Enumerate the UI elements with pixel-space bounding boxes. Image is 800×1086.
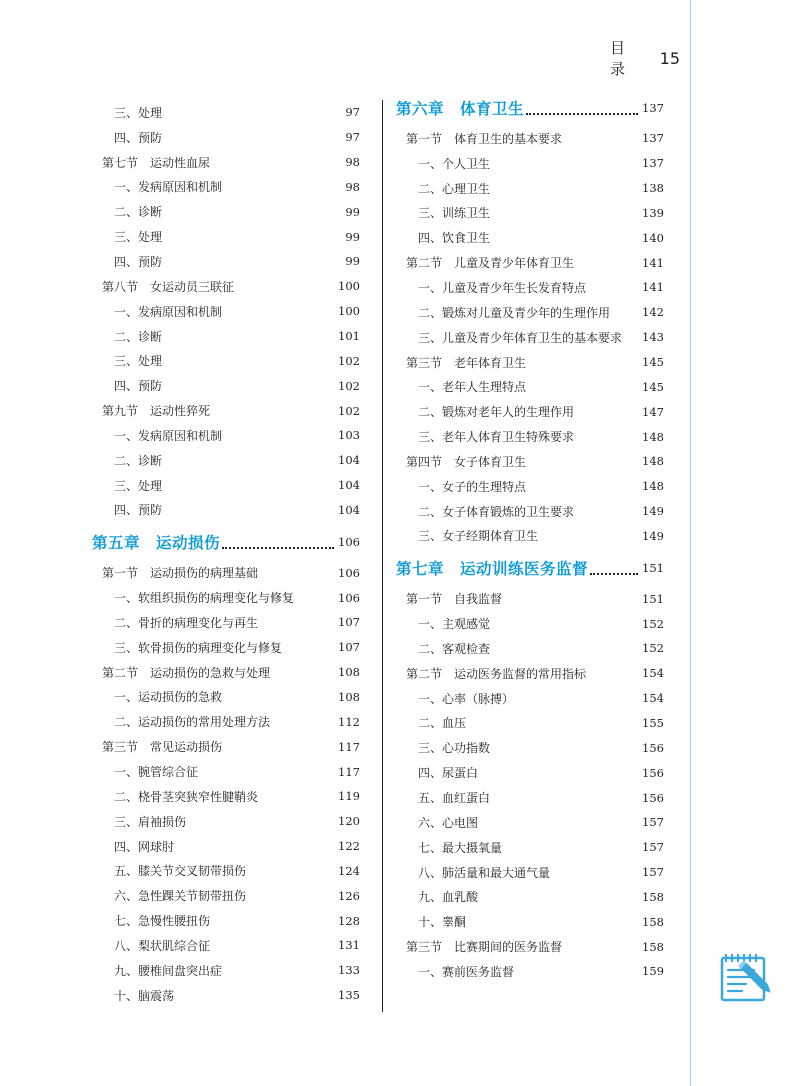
item-title: 六、急性踝关节韧带扭伤 <box>114 889 247 904</box>
toc-item <box>396 499 664 524</box>
page-ref: 151 <box>642 591 664 606</box>
item-title: 五、血红蛋白 <box>418 791 491 806</box>
toc-item <box>396 735 664 760</box>
page-ref: 149 <box>642 504 664 519</box>
page-ref: 154 <box>642 666 664 681</box>
toc-item <box>396 524 664 549</box>
toc-section <box>396 661 664 686</box>
page-ref: 120 <box>338 814 360 829</box>
toc-item <box>92 498 360 523</box>
item-title: 三、处理 <box>114 105 163 120</box>
page-ref: 97 <box>345 105 360 120</box>
toc-item <box>92 373 360 398</box>
page-header <box>610 39 680 78</box>
toc-section <box>92 734 360 759</box>
toc-item <box>92 224 360 249</box>
item-title: 八、梨状肌综合征 <box>114 938 211 953</box>
toc-item <box>396 151 664 176</box>
item-title: 四、饮食卫生 <box>418 231 491 246</box>
item-title: 四、网球肘 <box>114 839 175 854</box>
page-ref: 158 <box>642 939 664 954</box>
toc-item <box>396 424 664 449</box>
page-ref: 145 <box>642 355 664 370</box>
item-title: 一、主观感觉 <box>418 617 491 632</box>
toc-section <box>92 150 360 175</box>
item-title: 十、睾酮 <box>418 915 467 930</box>
chapter-title <box>396 97 524 119</box>
toc-chapter <box>396 92 664 124</box>
page-ref: 104 <box>338 478 360 493</box>
toc-item <box>396 201 664 226</box>
page-number: 15 <box>659 48 680 68</box>
item-title: 一、个人卫生 <box>418 156 491 171</box>
section-title: 第九节 运动性猝死 <box>102 404 211 419</box>
page-ref: 156 <box>642 740 664 755</box>
section-title: 第三节 老年体育卫生 <box>406 355 527 370</box>
item-title: 八、肺活量和最大通气量 <box>418 865 551 880</box>
toc-section <box>396 449 664 474</box>
item-title: 四、预防 <box>114 254 163 269</box>
page-ref: 100 <box>338 279 360 294</box>
page-ref: 137 <box>642 131 664 146</box>
page-ref: 99 <box>345 229 360 244</box>
item-title: 十、脑震荡 <box>114 988 175 1003</box>
toc-item <box>92 958 360 983</box>
toc-section <box>396 250 664 275</box>
item-title: 三、处理 <box>114 354 163 369</box>
page-ref: 141 <box>642 280 664 295</box>
page-ref: 98 <box>345 179 360 194</box>
page-ref: 148 <box>642 479 664 494</box>
item-title: 七、急慢性腰扭伤 <box>114 914 211 929</box>
page-ref: 151 <box>642 561 664 576</box>
toc-item <box>92 299 360 324</box>
toc-item <box>92 908 360 933</box>
page-ref: 112 <box>338 714 360 729</box>
item-title: 二、诊断 <box>114 329 163 344</box>
page-ref: 137 <box>642 156 664 171</box>
margin-rule <box>690 0 691 1086</box>
toc-item <box>92 125 360 150</box>
section-title: 第一节 自我监督 <box>406 592 503 607</box>
toc-item <box>396 275 664 300</box>
page-ref: 107 <box>338 640 360 655</box>
page-ref: 141 <box>642 255 664 270</box>
chapter-number: 第六章 <box>396 100 445 118</box>
item-title: 三、女子经期体育卫生 <box>418 529 539 544</box>
toc-item <box>92 473 360 498</box>
section-title: 第三节 常见运动损伤 <box>102 740 223 755</box>
toc-item <box>92 585 360 610</box>
item-title: 二、客观检查 <box>418 641 491 656</box>
item-title: 三、肩袖损伤 <box>114 814 187 829</box>
page-ref: 108 <box>338 665 360 680</box>
page-ref: 133 <box>338 963 360 978</box>
section-title: 第七节 运动性血尿 <box>102 155 211 170</box>
toc-item <box>396 959 664 984</box>
toc-item <box>396 325 664 350</box>
page-ref: 142 <box>642 305 664 320</box>
toc-item <box>396 225 664 250</box>
item-title: 二、诊断 <box>114 453 163 468</box>
chapter-name: 体育卫生 <box>460 100 525 118</box>
toc-item <box>92 933 360 958</box>
section-title: 第一节 体育卫生的基本要求 <box>406 131 563 146</box>
item-title: 二、女子体育锻炼的卫生要求 <box>418 504 575 519</box>
page-ref: 124 <box>338 863 360 878</box>
item-title: 三、老年人体育卫生特殊要求 <box>418 430 575 445</box>
page-ref: 104 <box>338 453 360 468</box>
section-title: 第二节 运动损伤的急救与处理 <box>102 665 271 680</box>
page-ref: 128 <box>338 913 360 928</box>
item-title: 二、血压 <box>418 716 467 731</box>
item-title: 三、处理 <box>114 230 163 245</box>
dot-leader <box>222 547 334 549</box>
page-ref: 147 <box>642 404 664 419</box>
section-title: 第二节 儿童及青少年体育卫生 <box>406 256 575 271</box>
page-ref: 108 <box>338 689 360 704</box>
item-title: 一、老年人生理特点 <box>418 380 527 395</box>
toc-section <box>92 398 360 423</box>
toc-item <box>92 809 360 834</box>
page-ref: 145 <box>642 379 664 394</box>
item-title: 一、发病原因和机制 <box>114 428 223 443</box>
toc-item <box>92 324 360 349</box>
page-ref: 117 <box>338 739 360 754</box>
toc-item <box>92 423 360 448</box>
toc-section <box>396 126 664 151</box>
page-ref: 140 <box>642 230 664 245</box>
item-title: 一、发病原因和机制 <box>114 180 223 195</box>
page-ref: 102 <box>338 403 360 418</box>
page-ref: 97 <box>345 130 360 145</box>
toc-item <box>396 611 664 636</box>
item-title: 三、训练卫生 <box>418 206 491 221</box>
item-title: 一、腕管综合征 <box>114 765 199 780</box>
page-ref: 139 <box>642 205 664 220</box>
toc-item <box>92 858 360 883</box>
toc-item <box>396 374 664 399</box>
toc-item <box>92 983 360 1008</box>
toc-right-column <box>396 100 664 984</box>
item-title: 五、膝关节交叉韧带损伤 <box>114 864 247 879</box>
page-ref: 152 <box>642 616 664 631</box>
item-title: 一、女子的生理特点 <box>418 479 527 494</box>
page-ref: 149 <box>642 528 664 543</box>
toc-item <box>396 474 664 499</box>
page-ref: 156 <box>642 765 664 780</box>
toc-item <box>92 759 360 784</box>
chapter-number: 第五章 <box>92 534 141 553</box>
toc-section <box>396 586 664 611</box>
toc-item <box>92 199 360 224</box>
dot-leader <box>526 113 638 115</box>
chapter-number: 第七章 <box>396 560 445 579</box>
toc-item <box>92 175 360 200</box>
page-ref: 155 <box>642 715 664 730</box>
page-ref: 159 <box>642 964 664 979</box>
toc-section <box>92 560 360 585</box>
item-title: 三、软骨损伤的病理变化与修复 <box>114 640 283 655</box>
toc-section <box>92 660 360 685</box>
item-title: 一、软组织损伤的病理变化与修复 <box>114 591 295 606</box>
page-ref: 106 <box>338 535 360 550</box>
item-title: 一、赛前医务监督 <box>418 964 515 979</box>
toc-item <box>92 249 360 274</box>
toc-item <box>92 709 360 734</box>
page-ref: 157 <box>642 815 664 830</box>
toc-section <box>396 350 664 375</box>
page-ref: 126 <box>338 888 360 903</box>
page-ref: 148 <box>642 454 664 469</box>
page-ref: 158 <box>642 889 664 904</box>
column-divider <box>382 100 383 1012</box>
toc-item <box>92 100 360 125</box>
chapter-name: 运动损伤 <box>156 534 221 553</box>
item-title: 四、预防 <box>114 130 163 145</box>
toc-item <box>396 300 664 325</box>
page-ref: 107 <box>338 615 360 630</box>
toc-item <box>92 883 360 908</box>
page-ref: 119 <box>338 789 360 804</box>
chapter-name: 运动训练医务监督 <box>460 560 589 579</box>
toc-item <box>396 686 664 711</box>
item-title: 三、儿童及青少年体育卫生的基本要求 <box>418 330 623 345</box>
toc-item <box>92 784 360 809</box>
section-title: 第一节 运动损伤的病理基础 <box>102 566 259 581</box>
toc-item <box>396 835 664 860</box>
item-title: 三、心功指数 <box>418 741 491 756</box>
page-ref: 148 <box>642 429 664 444</box>
chapter-title <box>396 557 588 579</box>
chapter-title <box>92 531 220 553</box>
toc-section <box>396 934 664 959</box>
item-title: 二、桡骨茎突狭窄性腱鞘炎 <box>114 789 259 804</box>
page-ref: 102 <box>338 378 360 393</box>
item-title: 二、运动损伤的常用处理方法 <box>114 715 271 730</box>
toc-section <box>92 274 360 299</box>
toc-item <box>92 610 360 635</box>
page-ref: 135 <box>338 988 360 1003</box>
dot-leader <box>590 573 638 575</box>
page-ref: 103 <box>338 428 360 443</box>
page-ref: 156 <box>642 790 664 805</box>
item-title: 三、处理 <box>114 478 163 493</box>
toc-item <box>92 448 360 473</box>
notepad-pencil-icon <box>718 950 774 1006</box>
page-ref: 102 <box>338 353 360 368</box>
toc-item <box>396 636 664 661</box>
page-ref: 101 <box>338 329 360 344</box>
toc-chapter <box>396 552 664 584</box>
toc-item <box>396 909 664 934</box>
toc-item <box>396 860 664 885</box>
item-title: 四、预防 <box>114 379 163 394</box>
item-title: 七、最大摄氧量 <box>418 840 503 855</box>
toc-item <box>396 711 664 736</box>
item-title: 一、儿童及青少年生长发育特点 <box>418 280 587 295</box>
item-title: 一、心率（脉搏） <box>418 691 515 706</box>
item-title: 二、锻炼对老年人的生理作用 <box>418 405 575 420</box>
page-ref: 157 <box>642 840 664 855</box>
page-ref: 99 <box>345 254 360 269</box>
item-title: 二、心理卫生 <box>418 181 491 196</box>
page-ref: 104 <box>338 502 360 517</box>
item-title: 一、发病原因和机制 <box>114 304 223 319</box>
toc-item <box>396 785 664 810</box>
header-label: 目 录 <box>610 39 633 78</box>
toc-item <box>92 635 360 660</box>
item-title: 四、尿蛋白 <box>418 766 479 781</box>
section-title: 第三节 比赛期间的医务监督 <box>406 940 563 955</box>
page-ref: 99 <box>345 204 360 219</box>
toc-item <box>396 884 664 909</box>
item-title: 四、预防 <box>114 503 163 518</box>
page-ref: 117 <box>338 764 360 779</box>
page-ref: 98 <box>345 155 360 170</box>
page-ref: 137 <box>642 101 664 115</box>
item-title: 九、血乳酸 <box>418 890 479 905</box>
toc-item <box>396 810 664 835</box>
page-ref: 100 <box>338 304 360 319</box>
toc-item <box>92 348 360 373</box>
page-ref: 158 <box>642 914 664 929</box>
section-title: 第四节 女子体育卫生 <box>406 454 527 469</box>
page-ref: 106 <box>338 565 360 580</box>
page-ref: 106 <box>338 590 360 605</box>
item-title: 九、腰椎间盘突出症 <box>114 963 223 978</box>
item-title: 二、锻炼对儿童及青少年的生理作用 <box>418 305 611 320</box>
toc-item <box>92 685 360 710</box>
section-title: 第八节 女运动员三联征 <box>102 279 235 294</box>
page-ref: 138 <box>642 181 664 196</box>
page-ref: 122 <box>338 839 360 854</box>
item-title: 一、运动损伤的急救 <box>114 690 223 705</box>
item-title: 六、心电图 <box>418 815 479 830</box>
item-title: 二、骨折的病理变化与再生 <box>114 615 259 630</box>
toc-item <box>396 760 664 785</box>
page-ref: 152 <box>642 641 664 656</box>
item-title: 二、诊断 <box>114 205 163 220</box>
toc-item <box>396 399 664 424</box>
toc-chapter <box>92 526 360 558</box>
toc-item <box>92 834 360 859</box>
page-ref: 143 <box>642 330 664 345</box>
section-title: 第二节 运动医务监督的常用指标 <box>406 666 587 681</box>
page-ref: 131 <box>338 938 360 953</box>
toc-left-column <box>92 100 360 1008</box>
toc-item <box>396 176 664 201</box>
page-ref: 157 <box>642 865 664 880</box>
page-ref: 154 <box>642 691 664 706</box>
